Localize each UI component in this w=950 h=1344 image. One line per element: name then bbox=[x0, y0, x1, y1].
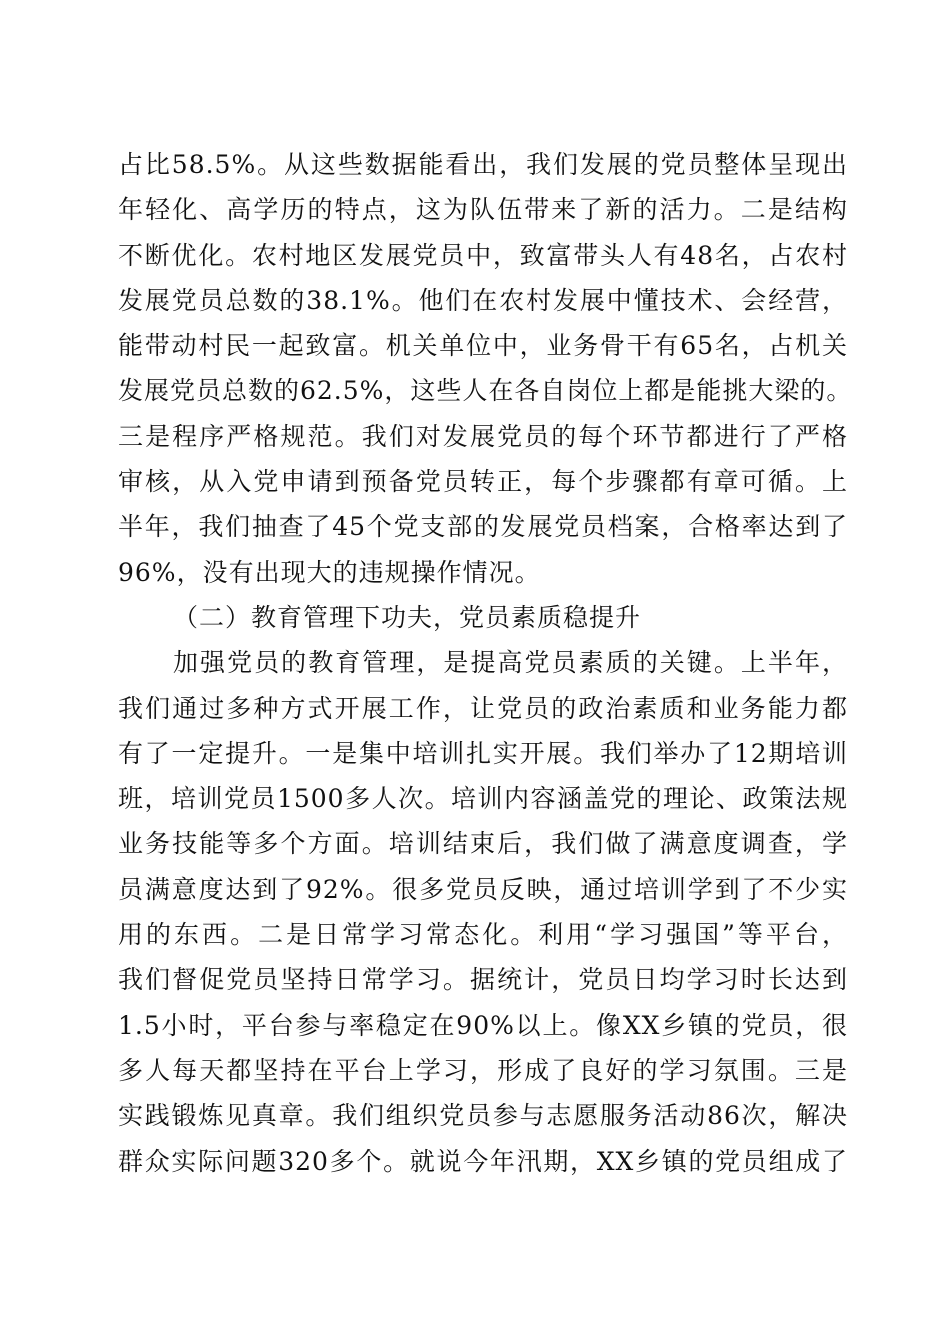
body-line: 群众实际问题320多个。就说今年汛期，XX乡镇的党员组成了 bbox=[118, 1146, 848, 1176]
paragraph-first-line: 加强党员的教育管理，是提高党员素质的关键。上半年， bbox=[173, 648, 848, 678]
body-line: 发展党员总数的62.5%，这些人在各自岗位上都是能挑大梁的。 bbox=[118, 376, 853, 406]
body-line: 业务技能等多个方面。培训结束后，我们做了满意度调查，学 bbox=[118, 829, 848, 859]
body-line: 我们通过多种方式开展工作，让党员的政治素质和业务能力都 bbox=[118, 693, 848, 723]
body-line: 96%，没有出现大的违规操作情况。 bbox=[118, 557, 541, 587]
body-line: 有了一定提升。一是集中培训扎实开展。我们举办了12期培训 bbox=[118, 738, 848, 768]
body-line: 1.5小时，平台参与率稳定在90%以上。像XX乡镇的党员，很 bbox=[118, 1010, 848, 1040]
body-line: 我们督促党员坚持日常学习。据统计，党员日均学习时长达到 bbox=[118, 965, 848, 995]
body-line: 能带动村民一起致富。机关单位中，业务骨干有65名，占机关 bbox=[118, 331, 848, 361]
body-line: 多人每天都坚持在平台上学习，形成了良好的学习氛围。三是 bbox=[118, 1055, 848, 1085]
body-line: 用的东西。二是日常学习常态化。利用“学习强国”等平台， bbox=[118, 920, 848, 950]
body-line: 年轻化、高学历的特点，这为队伍带来了新的活力。二是结构 bbox=[118, 195, 848, 225]
body-line: 发展党员总数的38.1%。他们在农村发展中懂技术、会经营， bbox=[118, 285, 848, 315]
body-line: 实践锻炼见真章。我们组织党员参与志愿服务活动86次，解决 bbox=[118, 1101, 848, 1131]
body-line: 三是程序严格规范。我们对发展党员的每个环节都进行了严格 bbox=[118, 421, 848, 451]
body-line: 半年，我们抽查了45个党支部的发展党员档案，合格率达到了 bbox=[118, 512, 848, 542]
body-line: 不断优化。农村地区发展党员中，致富带头人有48名，占农村 bbox=[118, 240, 848, 270]
body-line: 班，培训党员1500多人次。培训内容涵盖党的理论、政策法规 bbox=[118, 784, 848, 814]
section-heading: （二）教育管理下功夫，党员素质稳提升 bbox=[173, 602, 642, 632]
body-line: 审核，从入党申请到预备党员转正，每个步骤都有章可循。上 bbox=[118, 467, 848, 497]
document-body bbox=[118, 142, 853, 1184]
body-line: 占比58.5%。从这些数据能看出，我们发展的党员整体呈现出 bbox=[118, 150, 848, 179]
body-line: 员满意度达到了92%。很多党员反映，通过培训学到了不少实 bbox=[118, 874, 848, 904]
